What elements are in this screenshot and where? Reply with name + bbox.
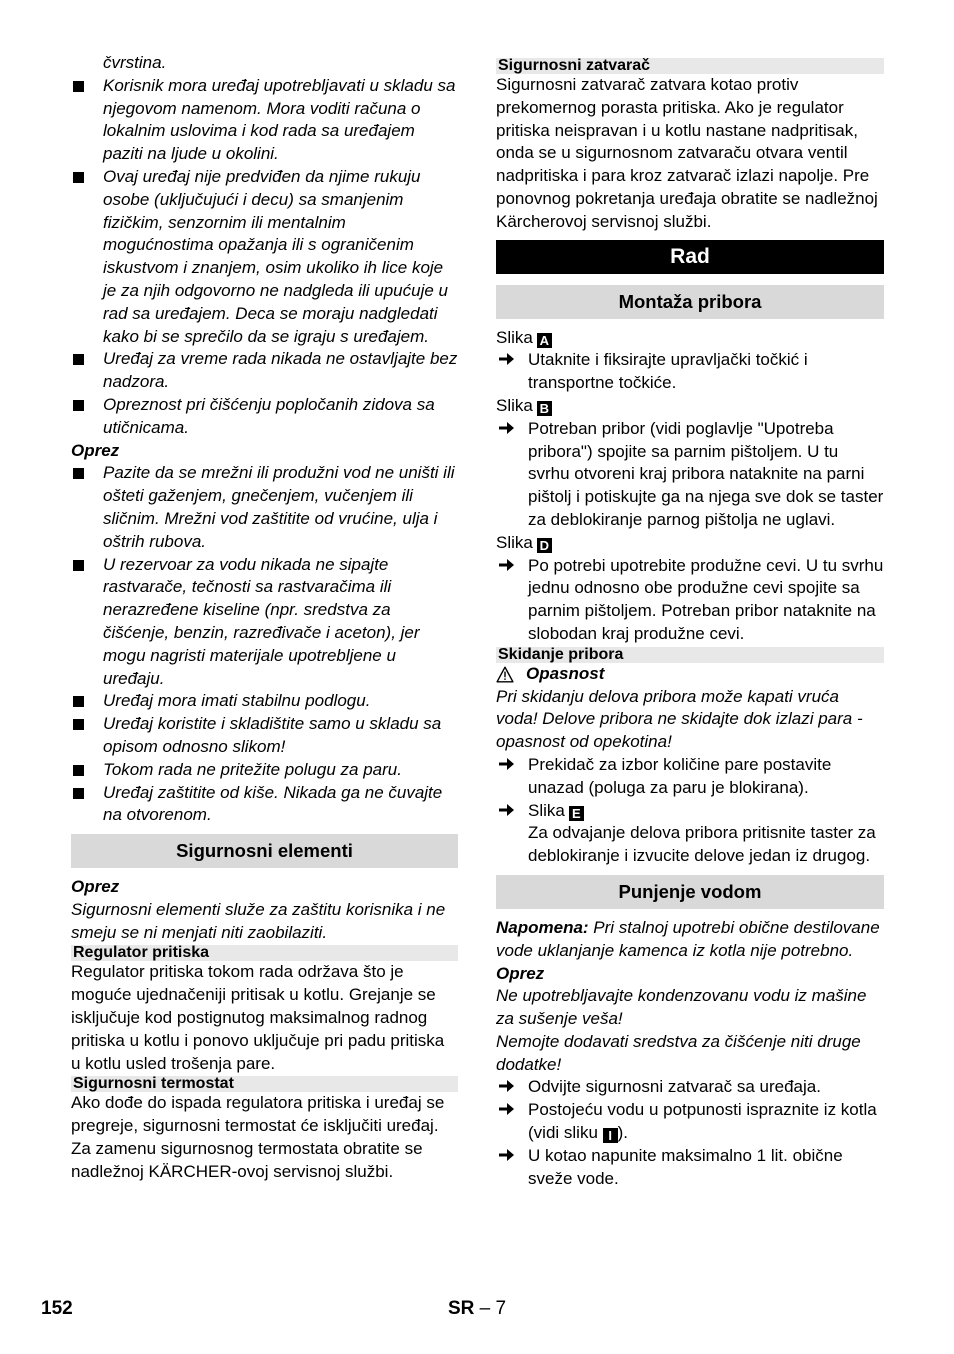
square-bullet-icon (73, 788, 84, 799)
bullet-item: Uređaj mora imati stabilnu podlogu. (71, 690, 458, 713)
bullet-item: Pazite da se mrežni ili produžni vod ne uništi ili ošteti gaženjem, gnečenjem, vučenjem ili sličnim. Mrežni vod zaštitite od vrućine, ulja i oštrih rubova. (71, 462, 458, 553)
arrow-right-icon (497, 1146, 515, 1164)
square-bullet-icon (73, 400, 84, 411)
fill-caution-text: Nemojte dodavati sredstva za čišćenje niti druge dodatke! (496, 1031, 861, 1074)
figure-ref-d: Slika D (496, 532, 884, 555)
regulator-text: Regulator pritiska tokom rada održava što je moguće ujednačeniji pritisak u kotlu. Grejanje se isključuje kod postignutog maksimalnog radnog pritiska u kotlu i ponovo uključuje pri padu pritiska u kotlu usled trošenja pare. (71, 962, 445, 1073)
safety-caution-label: Oprez (71, 877, 120, 897)
figure-ref-a: Slika A (496, 327, 884, 350)
right-column (496, 52, 884, 1190)
warning-triangle-icon (496, 666, 514, 683)
step-item: Utaknite i fiksirajte upravljački točkić i transportne točkiće. (496, 349, 884, 395)
bullet-item: Opreznost pri čišćenju popločanih zidova sa utičnicama. (71, 394, 458, 440)
arrow-right-icon (497, 801, 515, 819)
subheading-thermostat: Sigurnosni termostat (71, 1076, 458, 1092)
arrow-right-icon (497, 350, 515, 368)
danger-label: Opasnost (526, 663, 605, 683)
left-column (71, 52, 458, 1184)
bullet-item: Ovaj uređaj nije predviđen da njime rukuju osobe (uključujući i decu) sa smanjenim fizičkim, senzornim ili mentalnim mogućnostima opažanja ili s ograničenim iskustvom i znanjem, osim ukoliko ih lice koje je za njih odgovorno ne nadgleda ili upućuje u rad sa uređajem. Deca se moraju nadgledati kako bi se sprečilo da se igraju s uređajem. (71, 166, 458, 348)
bullet-item: Korisnik mora uređaj upotrebljavati u skladu sa njegovom namenom. Mora voditi računa o lokalnim uslovima i kod rada sa uređajem paziti na ljude u okolini. (71, 75, 458, 166)
danger-row (496, 663, 884, 686)
arrow-right-icon (497, 755, 515, 773)
step-item: Postojeću vodu u potpunosti ispraznite iz kotla (vidi sliku I ). (496, 1099, 884, 1145)
arrow-right-icon (497, 419, 515, 437)
bullet-list-general (71, 75, 458, 440)
arrow-right-icon (497, 1100, 515, 1118)
bullet-item: Uređaj za vreme rada nikada ne ostavljajte bez nadzora. (71, 348, 458, 394)
figure-badge: E (569, 806, 584, 821)
square-bullet-icon (73, 560, 84, 571)
square-bullet-icon (73, 468, 84, 479)
section-heading-mount: Montaža pribora (496, 285, 884, 319)
language-code: SR (448, 1298, 475, 1319)
thermostat-text: Ako dođe do ispada regulatora pritiska i uređaj se pregreje, sigurnosni termostat će isključiti uređaj. Za zamenu sigurnosnog termostata obratite se nadležnoj KÄRCHER-ovoj servisnoj službi. (71, 1093, 445, 1181)
subheading-removal: Skidanje pribora (496, 647, 884, 663)
bullet-list-caution (71, 462, 458, 827)
chapter-heading-operation: Rad (496, 240, 884, 274)
figure-badge: A (537, 333, 552, 348)
bullet-item: Uređaj zaštitite od kiše. Nikada ga ne čuvajte na otvorenom. (71, 782, 458, 828)
danger-text: Pri skidanju delova pribora može kapati vruća voda! Delove pribora ne skidajte dok izlazi para - opasnost od opekotina! (496, 686, 863, 752)
figure-ref-b: Slika B (496, 395, 884, 418)
section-heading-safety: Sigurnosni elementi (71, 834, 458, 868)
safety-caution-text: Sigurnosni elementi služe za zaštitu korisnika i ne smeju se ni menjati niti zaobilaziti. (71, 899, 446, 942)
step-item: Po potrebi upotrebite produžne cevi. U tu svrhu jednu odnosno obe produžne cevi spojite sa parnim pištoljem. Potreban pribor nataknite na slobodan kraj produžne cevi. (496, 555, 884, 646)
square-bullet-icon (73, 719, 84, 730)
step-item: Odvijte sigurnosni zatvarač sa uređaja. (496, 1076, 884, 1099)
step-item: Potreban pribor (vidi poglavlje "Upotreba pribora") spojite sa parnim pištoljem. U tu svrhu otvoreni kraj pribora nataknite na parni pištolj i potiskujte ga na njega sve dok se taster za deblokiranje parnog pištolja ne uglavi. (496, 418, 884, 532)
square-bullet-icon (73, 81, 84, 92)
square-bullet-icon (73, 354, 84, 365)
figure-badge: B (537, 401, 552, 416)
subheading-regulator: Regulator pritiska (71, 945, 458, 961)
square-bullet-icon (73, 765, 84, 776)
step-item: Prekidač za izbor količine pare postavite unazad (poluga za paru je blokirana). (496, 754, 884, 800)
figure-badge: D (537, 538, 552, 553)
intro-text: čvrstina. (103, 53, 167, 72)
section-heading-fill: Punjenje vodom (496, 875, 884, 909)
step-item: Slika E Za odvajanje delova pribora pritisnite taster za deblokiranje i izvucite delove jedan iz drugog. (496, 800, 884, 868)
square-bullet-icon (73, 172, 84, 183)
bullet-item: Uređaj koristite i skladištite samo u skladu sa opisom odnosno slikom! (71, 713, 458, 759)
note-paragraph: Napomena: Pri stalnoj upotrebi obične destilovane vode uklanjanje kamenca iz kotla nije potrebno. (496, 917, 880, 960)
page-number: 152 (41, 1298, 73, 1319)
subheading-closure: Sigurnosni zatvarač (496, 58, 884, 74)
fill-caution-label: Oprez (496, 963, 545, 983)
arrow-right-icon (497, 556, 515, 574)
bullet-item: Tokom rada ne pritežite polugu za paru. (71, 759, 458, 782)
note-label: Napomena: (496, 917, 589, 937)
closure-text: Sigurnosni zatvarač zatvara kotao protiv prekomernog porasta pritiska. Ako je regulator pritiska neispravan i u kotlu nastane nadpritisak, onda se u sigurnosnom zatvaraču otvara ventil nadpritiska i para kroz zatvarač izlazi napolje. Pre ponovnog pokretanja uređaja obratite se nadležnoj Kärcherovoj servisnoj službi. (496, 75, 878, 231)
bullet-item: U rezervoar za vodu nikada ne sipajte rastvarače, tečnosti sa rastvaračima ili nerazređene kiseline (npr. sredstva za čišćenje, benzin, razređivače i aceton), jer mogu nagristi materijale upotrebljene u uređaju. (71, 554, 458, 691)
page-footer-label: SR – 7 (448, 1298, 507, 1319)
arrow-right-icon (497, 1077, 515, 1095)
square-bullet-icon (73, 696, 84, 707)
fill-caution-text: Ne upotrebljavajte kondenzovanu vodu iz mašine za sušenje veša! (496, 986, 867, 1029)
figure-badge: I (603, 1128, 618, 1143)
step-item: U kotao napunite maksimalno 1 lit. obične sveže vode. (496, 1145, 884, 1191)
caution-label: Oprez (71, 440, 120, 460)
